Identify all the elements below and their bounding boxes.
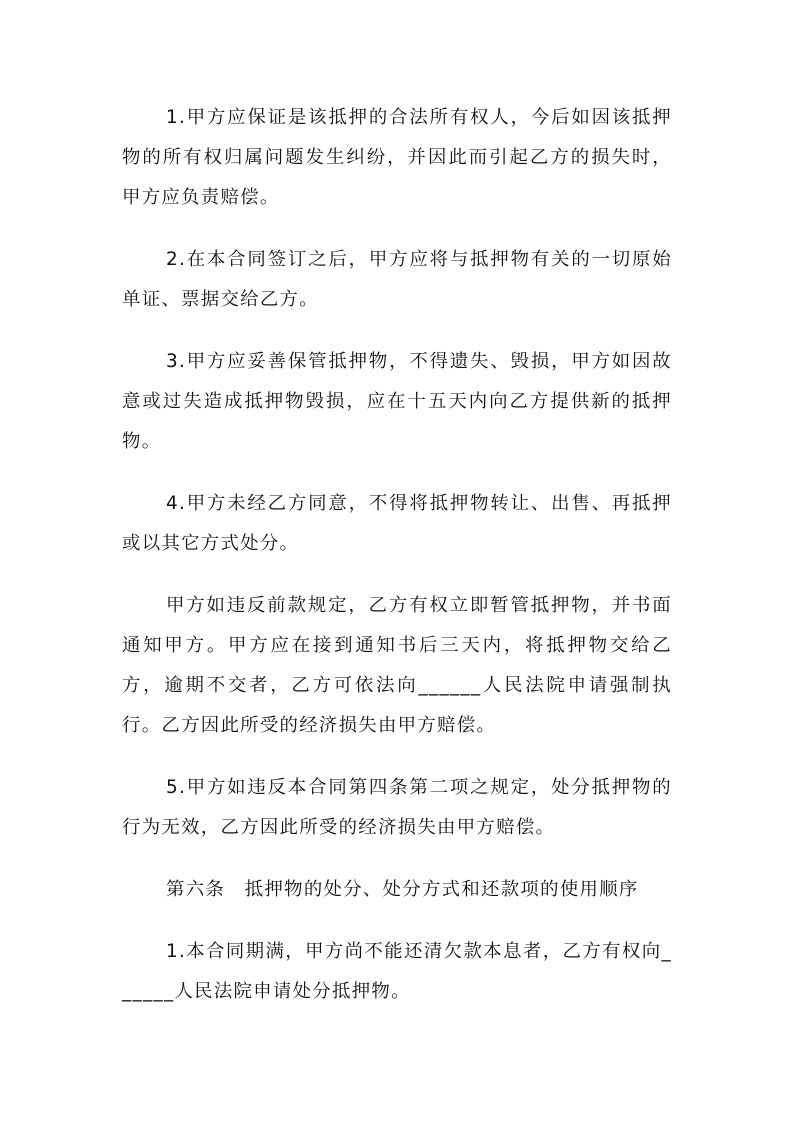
document-body [122,98,672,1012]
clause-4-remedy-paragraph: 甲方如违反前款规定，乙方有权立即暂管抵押物，并书面通知甲方。甲方应在接到通知书后三天内，将抵押物交给乙方，逾期不交者，乙方可依法向______人民法院申请强制执行。乙方因此所受的经济损失由甲方赔偿。 [122,595,672,736]
article-6-heading: 第六条 抵押物的处分、处分方式和还款项的使用顺序 [166,879,639,900]
clause-1-paragraph: 1.甲方应保证是该抵押的合法所有权人，今后如因该抵押物的所有权归属问题发生纠纷，并因此而引起乙方的损失时，甲方应负责赔偿。 [122,107,672,208]
article-6-clause-1-paragraph: 1.本合同期满，甲方尚不能还清欠款本息者，乙方有权向______人民法院申请处分抵押物。 [122,941,672,1002]
clause-5-paragraph: 5.甲方如违反本合同第四条第二项之规定，处分抵押物的行为无效，乙方因此所受的经济损失由甲方赔偿。 [122,777,672,838]
clause-4-paragraph: 4.甲方未经乙方同意，不得将抵押物转让、出售、再抵押或以其它方式处分。 [122,493,672,554]
clause-3-paragraph: 3.甲方应妥善保管抵押物，不得遗失、毁损，甲方如因故意或过失造成抵押物毁损，应在十五天内向乙方提供新的抵押物。 [122,351,672,452]
clause-2-paragraph: 2.在本合同签订之后，甲方应将与抵押物有关的一切原始单证、票据交给乙方。 [122,249,672,310]
